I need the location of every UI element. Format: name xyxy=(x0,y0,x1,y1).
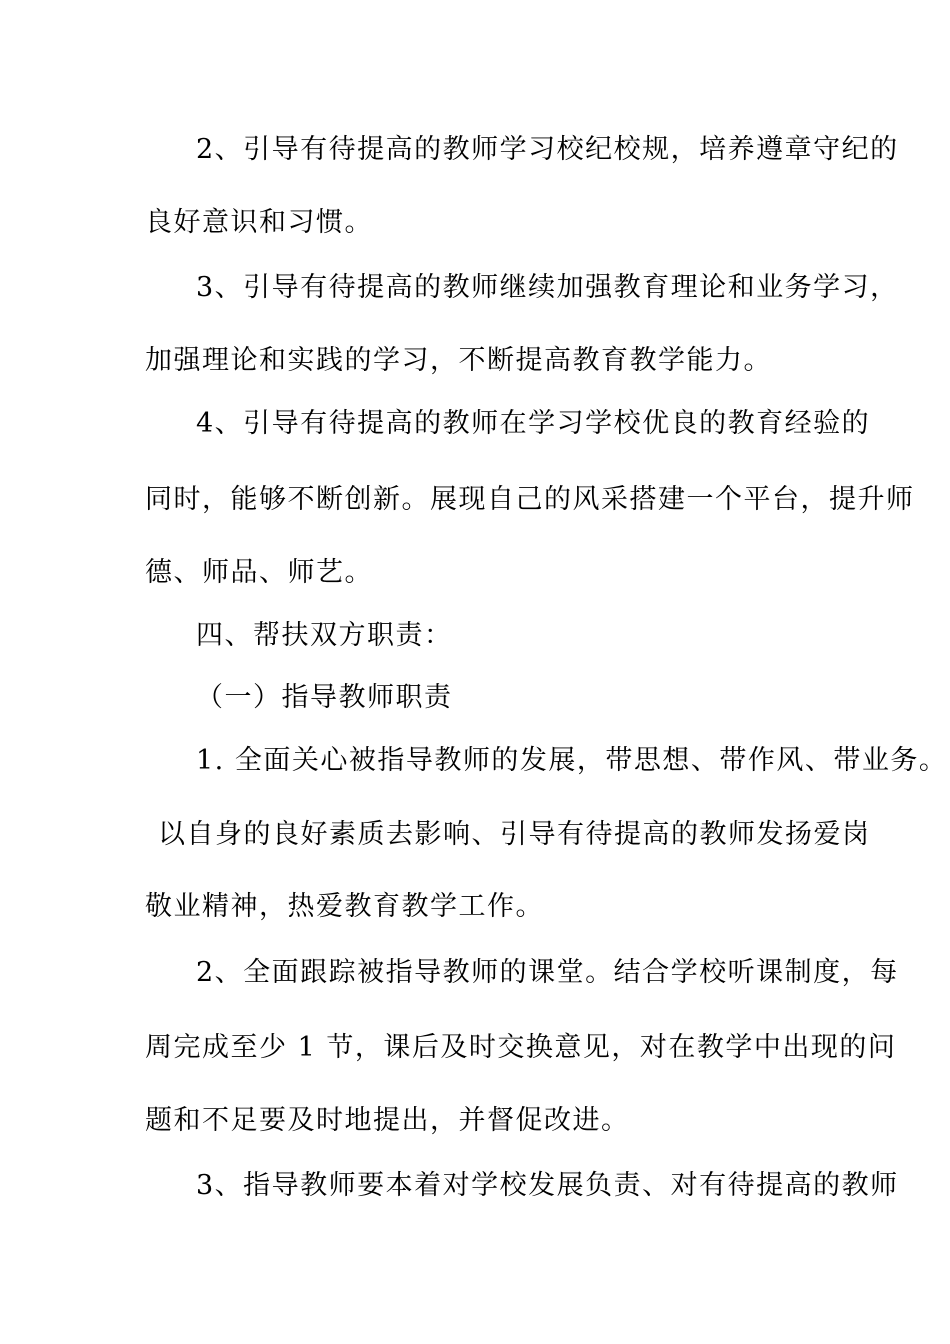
duty-1-line-2: 以自身的良好素质去影响、引导有待提高的教师发扬爱岗 xyxy=(158,819,871,850)
duty-1-line-1: 1. 全面关心被指导教师的发展，带思想、带作风、带业务。 xyxy=(196,745,948,776)
duty-3-line-1: 3、指导教师要本着对学校发展负责、对有待提高的教师 xyxy=(196,1170,899,1201)
subsection-heading: （一）指导教师职责 xyxy=(196,682,453,713)
paragraph-4-line-3: 德、师品、师艺。 xyxy=(145,557,373,588)
duty-2-line-2: 周完成至少 1 节，课后及时交换意见，对在教学中出现的问 xyxy=(145,1032,897,1063)
paragraph-2-line-1: 2、引导有待提高的教师学习校纪校规，培养遵章守纪的 xyxy=(196,134,899,165)
duty-1-line-3: 敬业精神，热爱教育教学工作。 xyxy=(145,891,544,922)
paragraph-2-line-2: 良好意识和习惯。 xyxy=(145,207,373,238)
duty-2-line-1: 2、全面跟踪被指导教师的课堂。结合学校听课制度，每 xyxy=(196,957,899,988)
paragraph-3-line-1: 3、引导有待提高的教师继续加强教育理论和业务学习， xyxy=(196,272,899,303)
section-heading: 四、帮扶双方职责： xyxy=(196,620,453,651)
paragraph-4-line-2: 同时，能够不断创新。展现自己的风采搭建一个平台，提升师 xyxy=(145,484,915,515)
paragraph-4-line-1: 4、引导有待提高的教师在学习学校优良的教育经验的 xyxy=(196,408,871,439)
duty-2-line-3: 题和不足要及时地提出，并督促改进。 xyxy=(145,1105,630,1136)
paragraph-3-line-2: 加强理论和实践的学习，不断提高教育教学能力。 xyxy=(145,345,772,376)
